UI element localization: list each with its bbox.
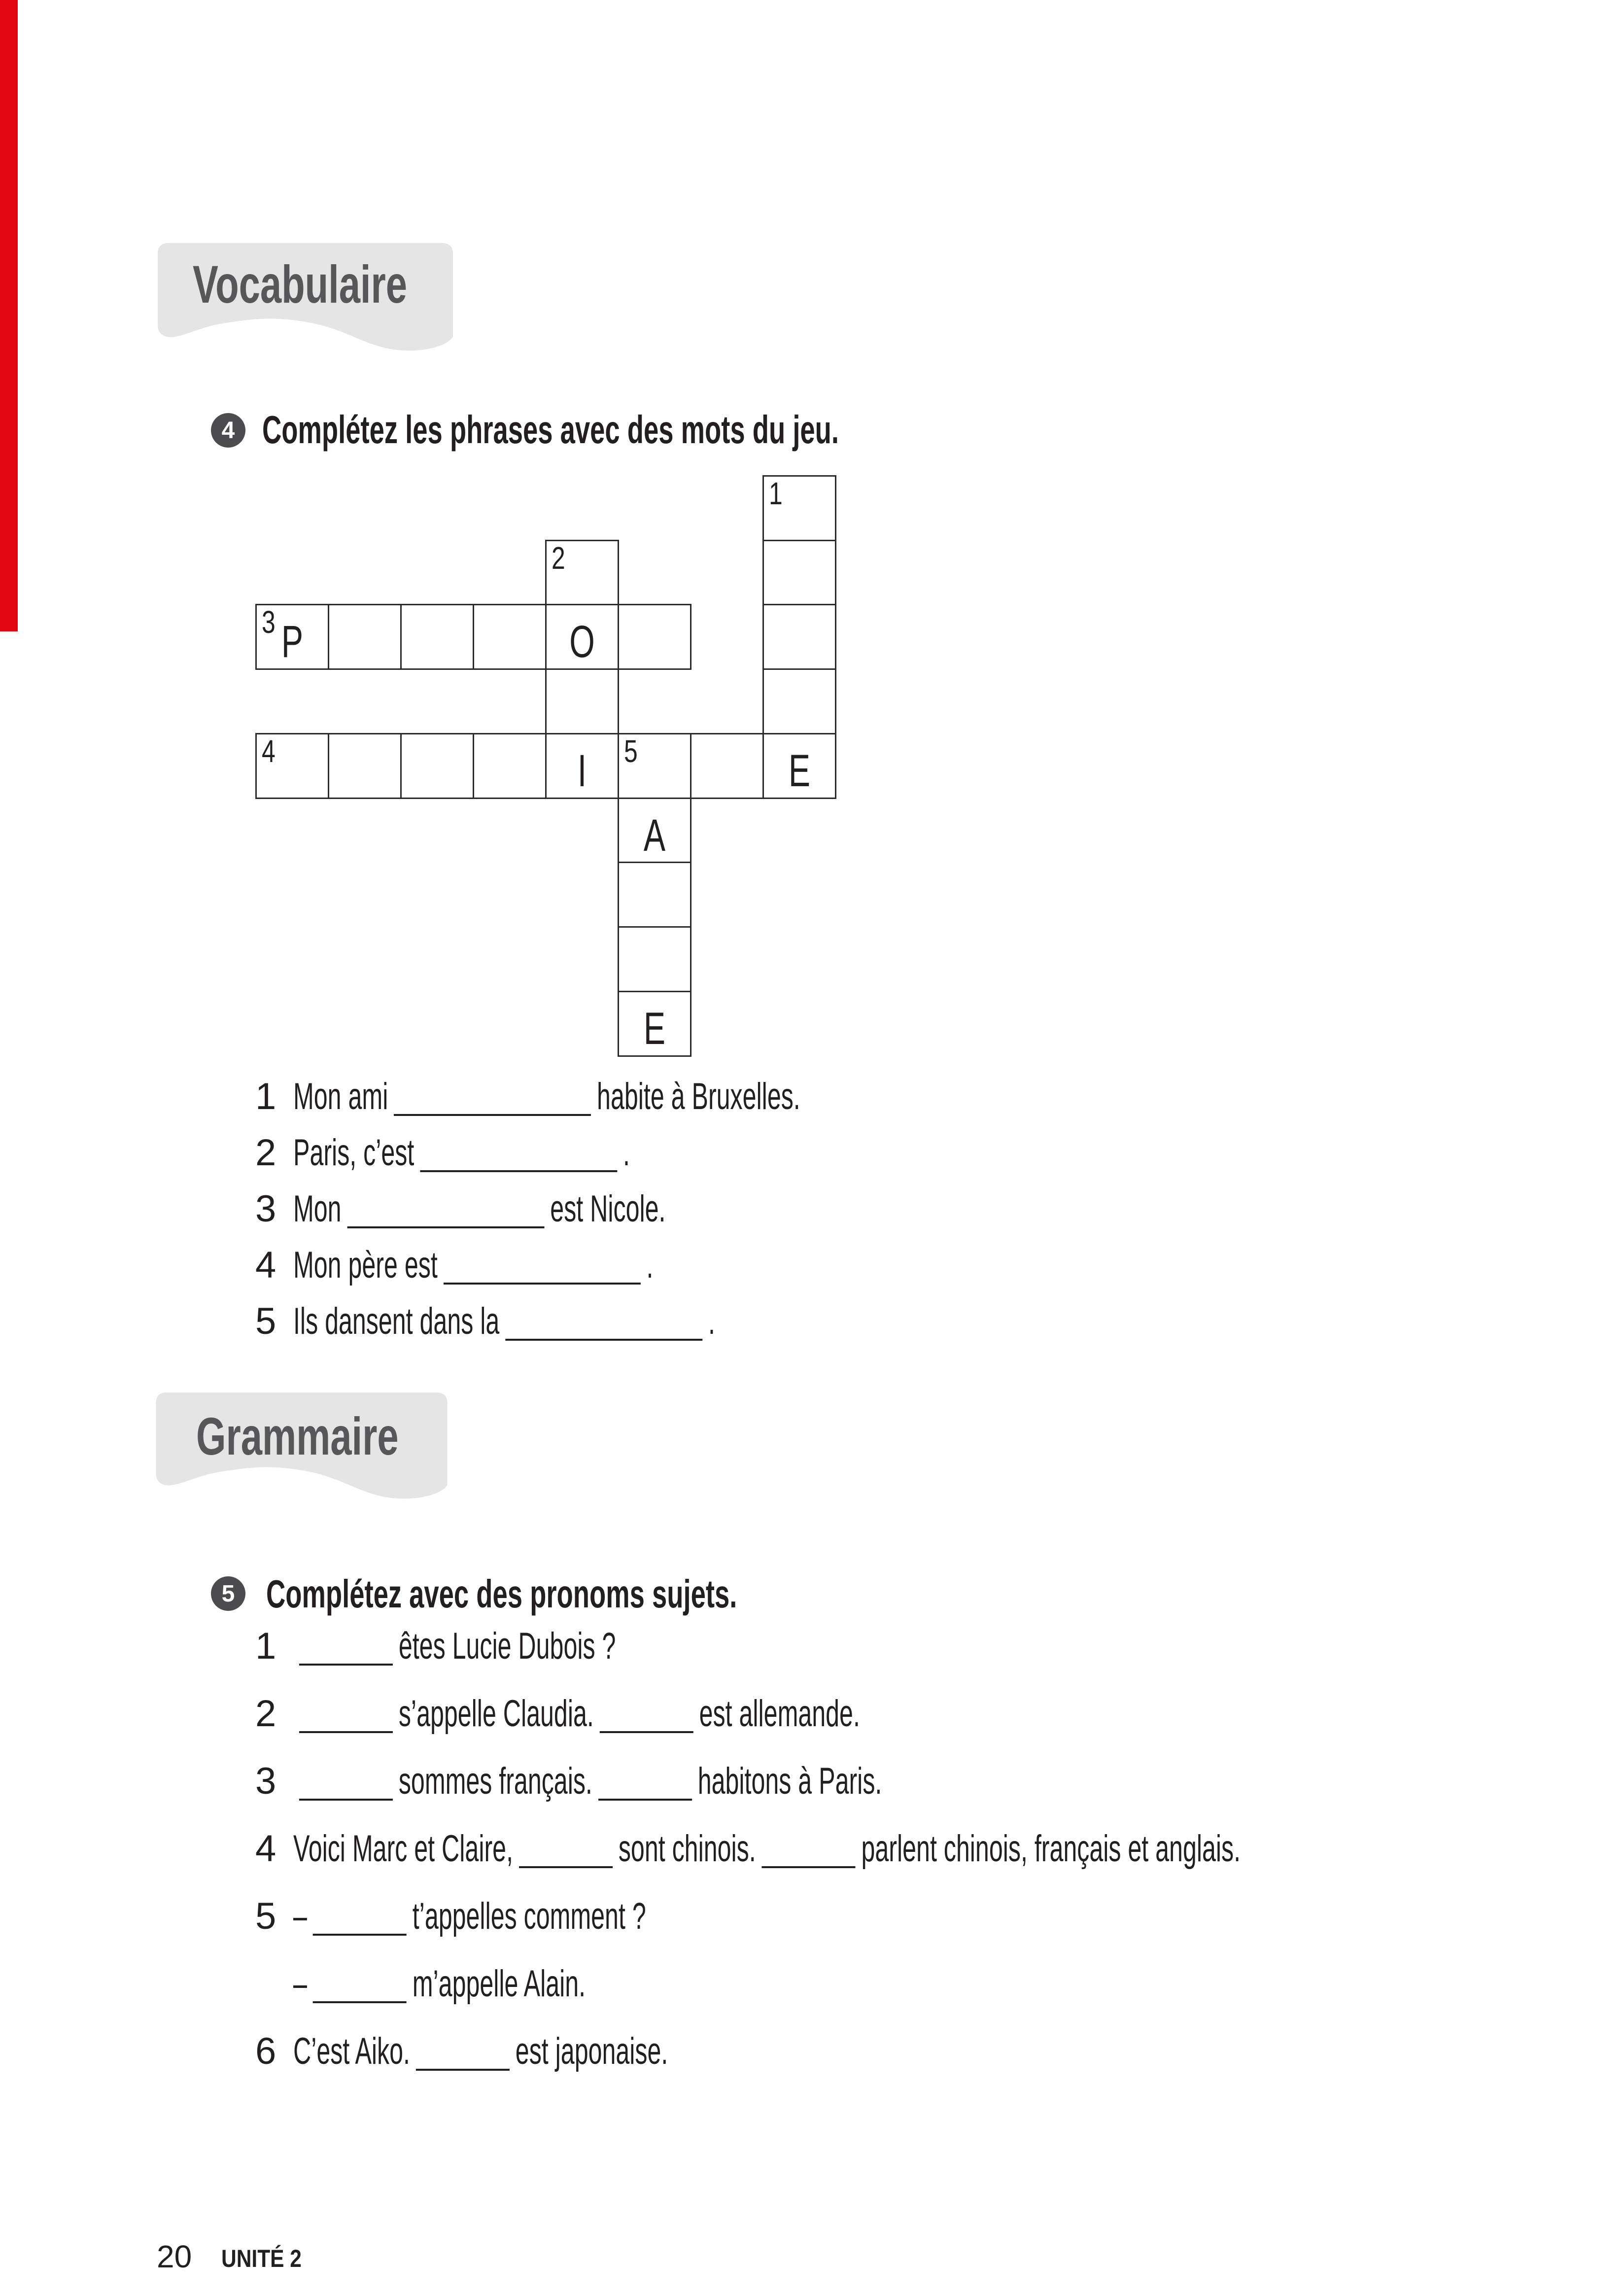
ex4-item-3 — [255, 1190, 858, 1228]
ex4-item-4-number: 4 — [255, 1244, 276, 1286]
ex5-item-4-number: 4 — [255, 1828, 276, 1870]
ex5-item-4-text-1: sont chinois. — [618, 1828, 756, 1870]
ex5-item-5b-dash: – — [293, 1963, 307, 2005]
crossword-cell-number: 2 — [552, 540, 565, 576]
footer-unit-label: UNITÉ 2 — [221, 2245, 302, 2272]
unit-edge-tab — [0, 0, 18, 631]
ex4-item-4 — [255, 1244, 839, 1286]
exercise-4-instruction — [262, 410, 1110, 450]
exercise-5-instruction — [266, 1574, 959, 1614]
ex5-item-5-text: t’appelles comment ? — [412, 1895, 646, 1937]
ex5-item-4 — [255, 1830, 1624, 1868]
ex5-item-6-text-1: est japonaise. — [515, 2030, 668, 2072]
ex5-item-5-dash: – — [293, 1895, 307, 1937]
ex4-item-2-post: . — [623, 1132, 630, 1174]
crossword-cell[interactable] — [690, 733, 764, 799]
ex5-item-4-blank-1[interactable] — [519, 1832, 613, 1868]
crossword-cell[interactable] — [762, 604, 836, 670]
ex4-item-5-pre: Ils dansent dans la — [293, 1300, 500, 1342]
ex5-item-2-text-2: est allemande. — [699, 1693, 860, 1735]
ex4-item-1-post: habite à Bruxelles. — [597, 1076, 800, 1117]
vocabulaire-section-title: Vocabulaire — [193, 254, 408, 314]
ex5-item-6 — [255, 2030, 861, 2072]
crossword-cell[interactable] — [762, 733, 836, 799]
crossword-cell[interactable] — [255, 733, 329, 799]
ex4-item-5-number: 5 — [255, 1300, 276, 1342]
ex4-item-1-blank[interactable] — [394, 1080, 591, 1115]
ex4-item-3-post: est Nicole. — [550, 1188, 666, 1230]
crossword-cell-letter: O — [569, 617, 595, 667]
ex4-item-4-blank[interactable] — [444, 1249, 641, 1284]
crossword-cell[interactable] — [328, 604, 402, 670]
crossword-cell[interactable] — [545, 668, 619, 734]
ex4-item-3-number: 3 — [255, 1188, 276, 1230]
crossword-cell-number: 4 — [262, 733, 276, 769]
exercise-4-instruction-text: Complétez les phrases avec des mots du jeu. — [262, 408, 839, 452]
ex5-item-5-blank[interactable] — [313, 1900, 407, 1935]
ex4-item-1 — [255, 1078, 1062, 1116]
ex5-item-2-text-1: s’appelle Claudia. — [398, 1693, 594, 1735]
crossword-cell-number: 3 — [262, 604, 276, 640]
crossword-cell[interactable] — [545, 733, 619, 799]
crossword-cell[interactable] — [545, 540, 619, 606]
ex4-item-3-pre: Mon — [293, 1188, 342, 1230]
ex5-item-1 — [255, 1625, 782, 1667]
crossword-cell[interactable] — [618, 798, 691, 864]
crossword-cell[interactable] — [400, 604, 474, 670]
ex5-item-3 — [255, 1760, 1185, 1802]
exercise-5-badge: 5 — [211, 1576, 245, 1611]
ex5-item-2-blank-2[interactable] — [600, 1697, 693, 1733]
exercise-5-instruction-text: Complétez avec des pronoms sujets. — [266, 1572, 737, 1616]
crossword-cell[interactable] — [545, 604, 619, 670]
ex4-item-2-number: 2 — [255, 1132, 276, 1174]
ex5-item-3-text-1: sommes français. — [398, 1760, 592, 1802]
ex5-item-6-blank[interactable] — [416, 2035, 510, 2070]
ex5-item-5-number: 5 — [255, 1895, 276, 1937]
ex5-item-3-number: 3 — [255, 1760, 276, 1802]
crossword-cell[interactable] — [618, 604, 691, 670]
ex5-item-3-blank-1[interactable] — [299, 1765, 393, 1800]
grammaire-section-title: Grammaire — [196, 1406, 399, 1466]
ex5-item-1-number: 1 — [255, 1625, 276, 1667]
ex5-item-3-text-2: habitons à Paris. — [697, 1760, 882, 1802]
footer-page-number: 20 — [157, 2239, 192, 2274]
crossword-cell-number: 1 — [769, 476, 783, 511]
crossword-cell[interactable] — [400, 733, 474, 799]
ex5-item-2-blank-1[interactable] — [299, 1697, 393, 1733]
ex4-item-3-blank[interactable] — [347, 1192, 544, 1228]
ex4-item-2-blank[interactable] — [420, 1136, 617, 1172]
crossword-cell[interactable] — [762, 668, 836, 734]
ex5-item-5b-text: m’appelle Alain. — [412, 1963, 586, 2005]
crossword-grid — [255, 475, 838, 1058]
ex4-item-5-blank[interactable] — [505, 1305, 702, 1340]
ex5-item-6-text-0: C’est Aiko. — [293, 2030, 410, 2072]
ex5-item-5b — [255, 1965, 736, 2003]
ex4-item-1-pre: Mon ami — [293, 1076, 388, 1117]
crossword-cell-letter: E — [788, 745, 811, 796]
ex5-item-3-blank-2[interactable] — [598, 1765, 692, 1800]
crossword-cell-letter: A — [643, 810, 666, 861]
crossword-cell-letter: E — [643, 1003, 666, 1054]
ex5-item-1-blank[interactable] — [299, 1630, 393, 1665]
crossword-cell[interactable] — [618, 991, 691, 1057]
crossword-cell[interactable] — [762, 475, 836, 541]
crossword-cell[interactable] — [473, 733, 547, 799]
ex5-item-4-text-0: Voici Marc et Claire, — [293, 1828, 514, 1870]
crossword-cell[interactable] — [618, 926, 691, 992]
crossword-cell[interactable] — [618, 733, 691, 799]
crossword-cell[interactable] — [618, 862, 691, 928]
ex4-item-5 — [255, 1300, 933, 1342]
exercise-4-badge: 4 — [211, 413, 245, 448]
ex5-item-4-text-2: parlent chinois, français et anglais. — [861, 1828, 1241, 1870]
ex4-item-2-pre: Paris, c’est — [293, 1132, 415, 1174]
ex5-item-1-text: êtes Lucie Dubois ? — [398, 1625, 616, 1667]
ex4-item-2 — [255, 1134, 803, 1172]
crossword-cell[interactable] — [255, 604, 329, 670]
crossword-cell[interactable] — [328, 733, 402, 799]
crossword-cell-letter: P — [281, 617, 304, 667]
crossword-cell[interactable] — [473, 604, 547, 670]
ex5-item-2-number: 2 — [255, 1693, 276, 1735]
ex4-item-4-pre: Mon père est — [293, 1244, 438, 1286]
ex5-item-5 — [255, 1895, 828, 1937]
crossword-cell-letter: I — [577, 745, 587, 796]
crossword-cell-number: 5 — [624, 733, 638, 769]
ex4-item-5-post: . — [708, 1300, 715, 1342]
ex5-item-4-blank-2[interactable] — [762, 1832, 856, 1868]
crossword-cell[interactable] — [762, 540, 836, 606]
ex5-item-6-number: 6 — [255, 2030, 276, 2072]
ex4-item-4-post: . — [646, 1244, 654, 1286]
ex4-item-1-number: 1 — [255, 1076, 276, 1117]
ex5-item-5b-blank[interactable] — [313, 1967, 407, 2003]
ex5-item-2 — [255, 1695, 1152, 1733]
